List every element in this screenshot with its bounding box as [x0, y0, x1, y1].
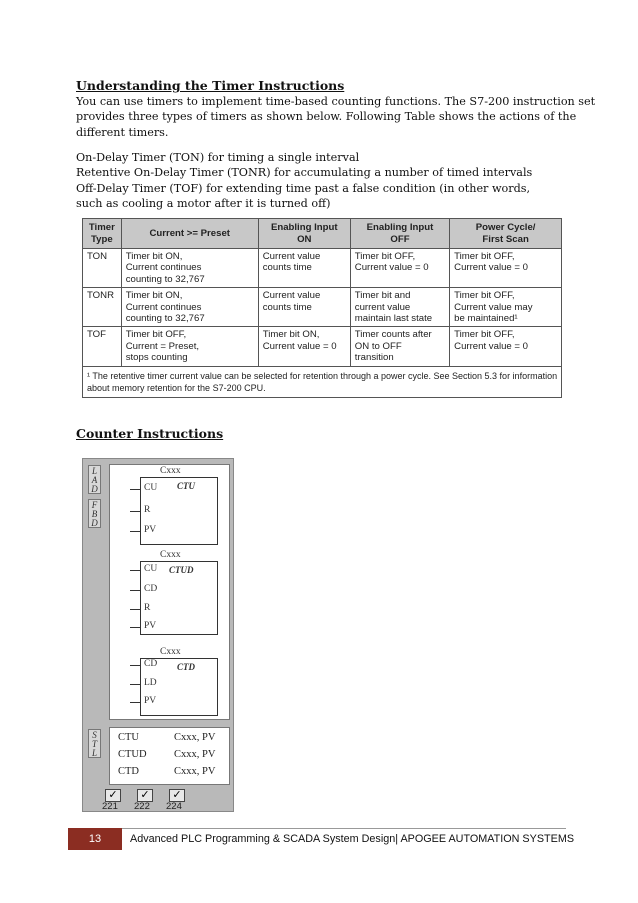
intro-paragraph	[76, 94, 596, 140]
block-type: CTD	[177, 662, 195, 672]
block-type: CTUD	[169, 565, 194, 575]
cell-on: Current value counts time	[258, 288, 350, 327]
header-enabling-off: Enabling Input OFF	[350, 219, 449, 249]
timer-type-line: such as cooling a motor after it is turned off)	[76, 197, 331, 211]
cell-current: Timer bit ON, Current continues counting to 32,767	[121, 249, 258, 288]
cell-current: Timer bit ON, Current continues counting to 32,767	[121, 288, 258, 327]
cpu-label: 222	[134, 801, 150, 812]
header-enabling-on: Enabling Input ON	[258, 219, 350, 249]
stl-row: CTU Cxxx, PV	[118, 732, 216, 743]
block-name: Cxxx	[160, 466, 181, 476]
timer-type-line: Retentive On-Delay Timer (TONR) for accumulating a number of timed intervals	[76, 166, 533, 180]
pin-label: CU	[144, 483, 158, 493]
cell-off: Timer bit OFF, Current value = 0	[350, 249, 449, 288]
stl-tab[interactable]: S T L	[88, 729, 101, 758]
cell-power: Timer bit OFF, Current value may be maintained¹	[450, 288, 562, 327]
cell-on: Timer bit ON, Current value = 0	[258, 327, 350, 366]
pin-label: CD	[144, 659, 158, 669]
header-current-preset: Current >= Preset	[121, 219, 258, 249]
table-footnote-row	[83, 366, 562, 397]
stl-row: CTD Cxxx, PV	[118, 766, 216, 777]
cell-current: Timer bit OFF, Current = Preset, stops counting	[121, 327, 258, 366]
cell-type: TON	[83, 249, 122, 288]
stl-row: CTUD Cxxx, PV	[118, 749, 216, 760]
table-header-row	[83, 219, 562, 249]
timer-type-line: Off-Delay Timer (TOF) for extending time past a false condition (in other words,	[76, 181, 531, 195]
pin-label: LD	[144, 678, 157, 688]
intro-line: You can use timers to implement time-based counting functions. The S7-200 instruction set	[76, 95, 596, 108]
pin-label: PV	[144, 696, 157, 706]
ladder-blocks-area	[109, 464, 230, 720]
block-name: Cxxx	[160, 647, 181, 657]
page-number: 13	[68, 828, 122, 850]
cpu-221-check-icon: ✓	[105, 789, 121, 802]
pin-label: CD	[144, 584, 158, 594]
table-row	[83, 249, 562, 288]
counter-section-heading: Counter Instructions	[76, 426, 224, 441]
pin-label: CU	[144, 564, 158, 574]
intro-line: provides three types of timers as shown below. Following Table shows the actions of the	[76, 110, 577, 124]
counter-instruction-panel	[82, 458, 234, 812]
cell-power: Timer bit OFF, Current value = 0	[450, 249, 562, 288]
timer-type-line: On-Delay Timer (TON) for timing a single interval	[76, 151, 360, 164]
timer-types-paragraph	[76, 150, 566, 212]
timer-section-heading: Understanding the Timer Instructions	[76, 78, 345, 93]
footer-divider	[68, 828, 566, 829]
cpu-label: 224	[166, 801, 182, 812]
pin-label: PV	[144, 621, 157, 631]
header-timer-type: Timer Type	[83, 219, 122, 249]
cell-off: Timer counts after ON to OFF transition	[350, 327, 449, 366]
cell-power: Timer bit OFF, Current value = 0	[450, 327, 562, 366]
table-row	[83, 288, 562, 327]
cpu-label: 221	[102, 801, 118, 812]
cell-off: Timer bit and current value maintain last state	[350, 288, 449, 327]
stl-listing-area	[109, 727, 230, 785]
cpu-224-check-icon: ✓	[169, 789, 185, 802]
cpu-222-check-icon: ✓	[137, 789, 153, 802]
block-type: CTU	[177, 481, 195, 491]
table-row	[83, 327, 562, 366]
pin-label: R	[144, 505, 151, 515]
pin-label: PV	[144, 525, 157, 535]
pin-label: R	[144, 603, 151, 613]
block-name: Cxxx	[160, 550, 181, 560]
lad-tab[interactable]: L A D	[88, 465, 101, 494]
cell-type: TONR	[83, 288, 122, 327]
cell-type: TOF	[83, 327, 122, 366]
footer-title: Advanced PLC Programming & SCADA System Design| APOGEE AUTOMATION SYSTEMS	[130, 833, 575, 845]
cell-on: Current value counts time	[258, 249, 350, 288]
timer-actions-table	[82, 218, 562, 398]
fbd-tab[interactable]: F B D	[88, 499, 101, 528]
header-power-cycle: Power Cycle/ First Scan	[450, 219, 562, 249]
intro-line: different timers.	[76, 125, 169, 139]
table-footnote: ¹ The retentive timer current value can be selected for retention through a power cycle. See Section 5.3 for information about memory retention for the S7-200 CPU.	[83, 366, 562, 397]
